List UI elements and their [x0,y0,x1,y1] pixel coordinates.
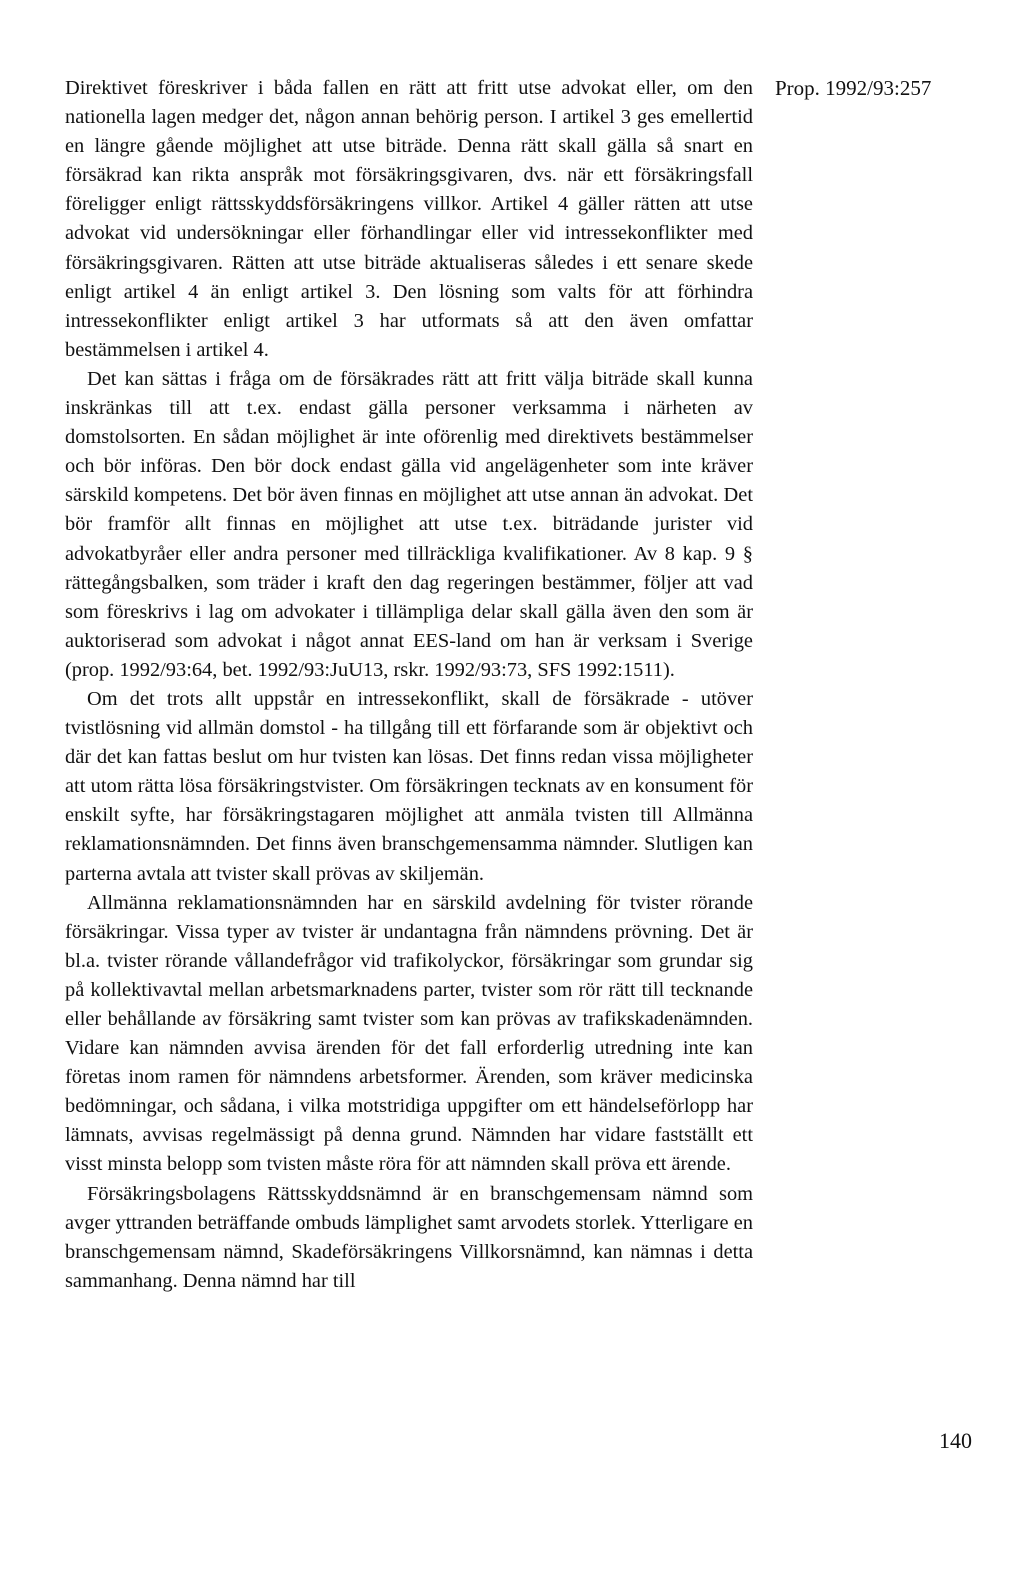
paragraph: Direktivet föreskriver i båda fallen en rätt att fritt utse advokat eller, om den nationella lagen medger det, någon annan behörig person. I artikel 3 ges emellertid en längre gående möjlighet att utse biträde. Denna rätt skall gälla så snart en försäkrad kan rikta anspråk mot försäkringsgivaren, dvs. när ett försäkringsfall föreligger enligt rättsskyddsförsäkringens villkor. Artikel 4 gäller rätten att utse advokat vid undersökningar eller förhandlingar eller vid intressekonflikter med försäkringsgivaren. Rätten att utse biträde aktualiseras således i ett senare skede enligt artikel 4 än enligt artikel 3. Den lösning som valts för att förhindra intressekonflikter enligt artikel 3 har utformats så att den även omfattar bestämmelsen i artikel 4. [65,77,753,361]
body-text [65,74,753,1296]
paragraph: Det kan sättas i fråga om de försäkrades rätt att fritt välja biträde skall kunna inskränkas till att t.ex. endast gälla personer verksamma i närheten av domstolsorten. En sådan möjlighet är inte oförenlig med direktivets bestämmelser och bör införas. Den bör dock endast gälla vid angelägenheter som inte kräver särskild kompetens. Det bör även finnas en möjlighet att utse annan än advokat. Det bör framför allt finnas en möjlighet att utse t.ex. biträdande jurister vid advokatbyråer eller andra personer med tillräckliga kvalifikationer. Av 8 kap. 9 § rättegångsbalken, som träder i kraft den dag regeringen bestämmer, följer att vad som föreskrivs i lag om advokater i tillämpliga delar skall gälla även den som är auktoriserad som advokat i något annat EES-land om han är verksam i Sverige (prop. 1992/93:64, bet. 1992/93:JuU13, rskr. 1992/93:73, SFS 1992:1511). [65,367,753,681]
paragraph: Om det trots allt uppstår en intressekonflikt, skall de försäkrade - utöver tvistlösning vid allmän domstol - ha tillgång till ett förfarande som är objektivt och där det kan fattas beslut om hur tvisten kan lösas. Det finns redan vissa möjligheter att utom rätta lösa försäkringstvister. Om försäkringen tecknats av en konsument för enskilt syfte, har försäkringstagaren möjlighet att anmäla tvisten till Allmänna reklamationsnämnden. Det finns även branschgemensamma nämnder. Slutligen kan parterna avtala att tvister skall prövas av skiljemän. [65,687,753,885]
paragraph: Allmänna reklamationsnämnden har en särskild avdelning för tvister rörande försäkringar. Vissa typer av tvister är undantagna från nämndens prövning. Det är bl.a. tvister rörande vållandefrågor vid trafikolyckor, försäkringar som grundar sig på kollektivavtal mellan arbetsmarknadens parter, tvister som rör rätt till tecknande eller behållande av försäkring samt tvister som kan prövas av trafikskadenämnden. Vidare kan nämnden avvisa ärenden för det fall erforderlig utredning inte kan företas inom ramen för nämndens arbetsformer. Ärenden, som kräver medicinska bedömningar, och sådana, i vilka motstridiga uppgifter om ett händelseförlopp har lämnats, avvisas regelmässigt på denna grund. Nämnden har vidare fastställt ett visst minsta belopp som tvisten måste röra för att nämnden skall pröva ett ärende. [65,891,753,1176]
running-head: Prop. 1992/93:257 [775,76,932,100]
paragraph: Försäkringsbolagens Rättsskyddsnämnd är en branschgemensam nämnd som avger yttranden beträffande ombuds lämplighet samt arvodets storlek. Ytterligare en branschgemensam nämnd, Skadeförsäkringens Villkorsnämnd, kan nämnas i detta sammanhang. Denna nämnd har till [65,1182,753,1292]
page-number: 140 [939,1428,972,1453]
